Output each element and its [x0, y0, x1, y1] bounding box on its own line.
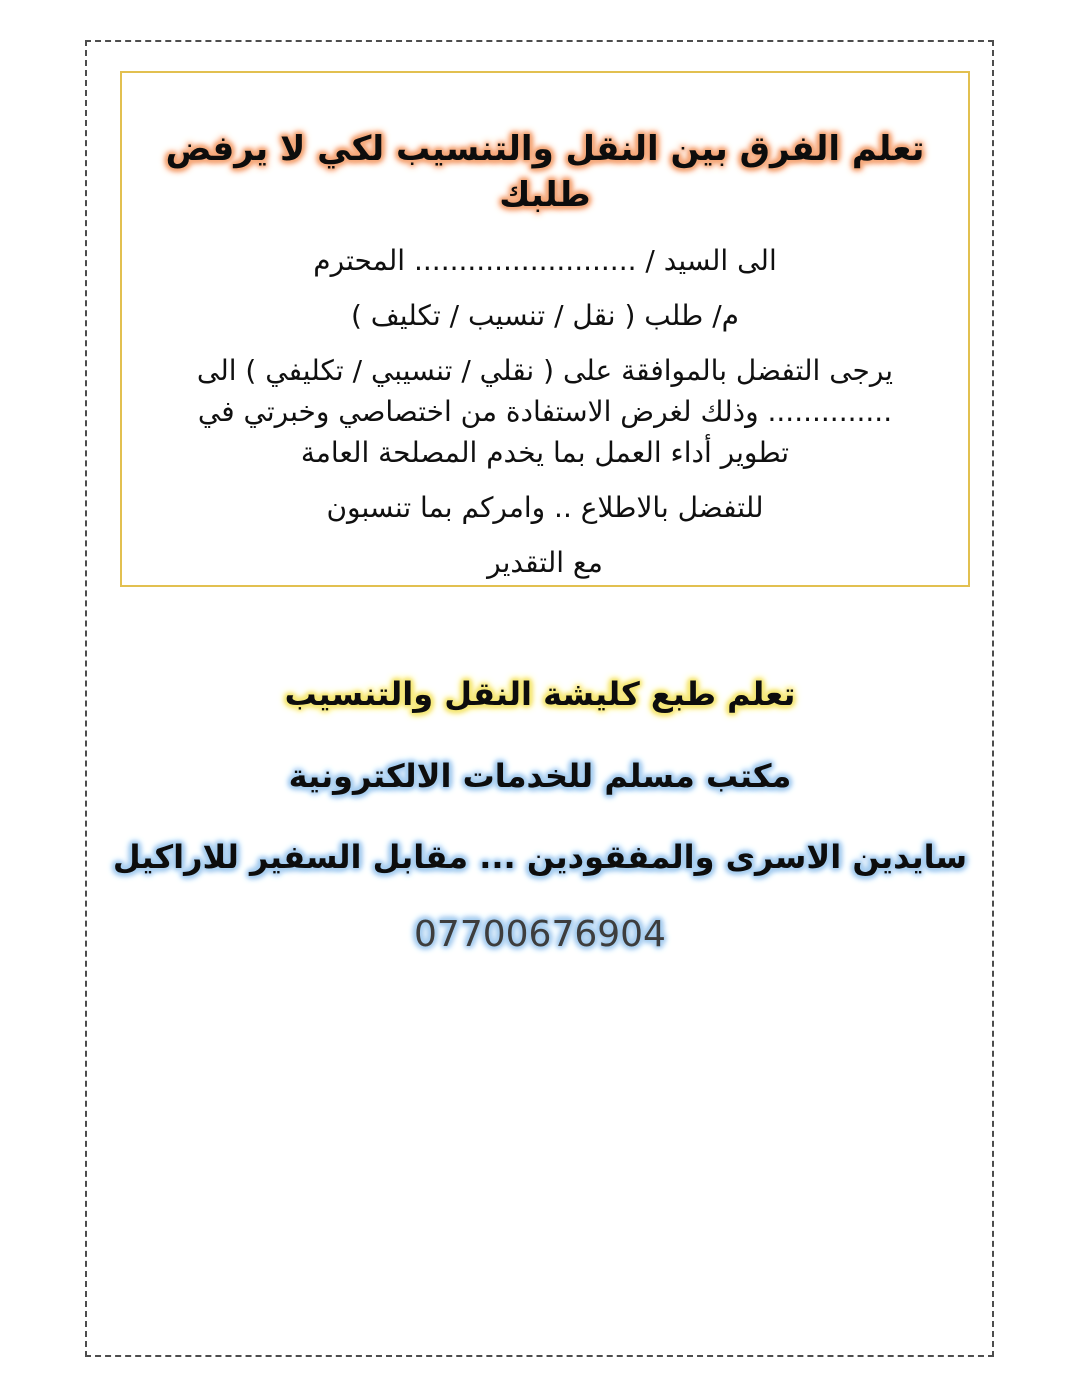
letter-template-box	[120, 71, 970, 587]
letter-title: تعلم الفرق بين النقل والتنسيب لكي لا يرفض طلبك	[165, 129, 925, 215]
letter-line-request-2: .............. وذلك لغرض الاستفادة من اختصاصي وخبرتي في	[197, 395, 893, 428]
footer-promo-line: تعلم طبع كليشة النقل والتنسيب	[284, 675, 796, 713]
letter-line-request-3: تطوير أداء العمل بما يخدم المصلحة العامة	[300, 436, 790, 469]
footer-office-name: مكتب مسلم للخدمات الالكترونية	[288, 757, 792, 795]
letter-request-paragraph	[122, 350, 968, 473]
letter-line-subject: م/ طلب ( نقل / تنسيب / تكليف )	[350, 299, 740, 332]
letter-line-request-1: يرجى التفضل بالموافقة على ( نقلي / تنسيبي / تكليفي ) الى	[196, 354, 894, 387]
footer-phone-number: 07700676904	[414, 914, 666, 955]
footer-address-line: سايدين الاسرى والمفقودين ... مقابل السفير للاراكيل	[112, 838, 968, 876]
letter-line-closing: للتفضل بالاطلاع .. وامركم بما تنسبون	[326, 491, 764, 524]
footer-advert	[86, 587, 994, 959]
letter-line-regards: مع التقدير	[487, 546, 603, 579]
letter-line-addressee: الى السيد / ......................... المحترم	[313, 244, 777, 277]
